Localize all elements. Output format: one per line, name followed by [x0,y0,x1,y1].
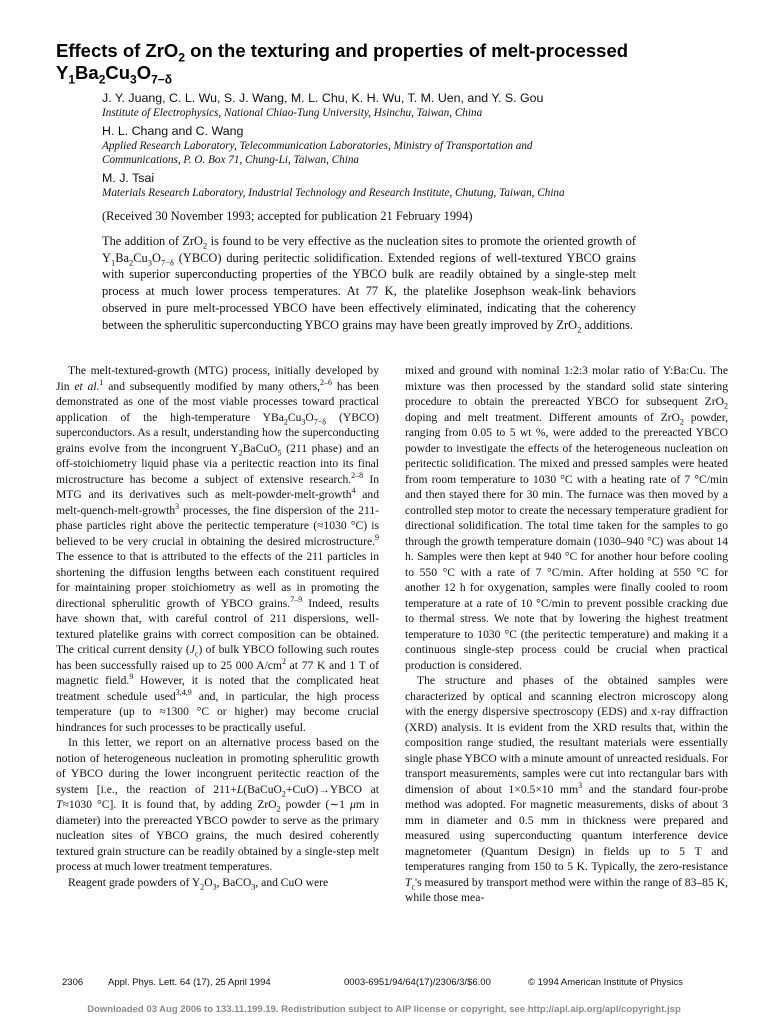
body-paragraph: The structure and phases of the obtained samples were characterized by optical and scanning electron microscopy along with the energy dispersive spectroscopy (EDS) and x-ray diffraction (XRD) analysis. It is evident from the XRD results that, within the composition range studied, the resultant materials were essentially single phase YBCO with a minute amount of unreacted residuals. For transport measurements, samples were cut into rectangular bars with dimension of about 1×0.5×10 $mm^3$ and the standard four-probe method was adopted. For magnetic measurements, disks of about 3 mm in diameter and 0.5 mm in thickness were prepared and measured using superconducting quantum interference device magnetometer (Quantum Design) in fields up to 5 T and temperatures ranging from 150 to 5 K. Typically, the zero-resistance $T_c's$ measured by transport method were within the range of 83–85 K, while those mea- [405,674,728,904]
title-subscript: 2 [178,50,186,65]
title-text: Cu [105,62,131,83]
author-affiliation: Applied Research Laboratory, Telecommunication Laboratories, Ministry of Transportation and Communications, P. O. Box 71, Chung-Li, Taiwan, China [102,140,533,166]
author-names: J. Y. Juang, C. L. Wu, S. J. Wang, M. L. Chu, K. H. Wu, T. M. Uen, and Y. S. Gou [102,91,544,105]
body-paragraph: In this letter, we report on an alternative process based on the notion of heterogeneous nucleation in promoting spherulitic growth of YBCO during the lower incongruent peritectic reaction of the system [i.e., the reaction of 211+L(BaCuO$_2$+CuO)→YBCO at T≈1030 °C]. It is found that, by adding ZrO$_2$ powder (∼1 μm in diameter) into the prereacted YBCO powder to serve as the primary nucleation sites of YBCO grains, the much desired coherently textured grain structure can be readily obtained by a single-step melt process at much lower treatment temperatures. [56,736,379,873]
author-group-1 [102,91,722,120]
author-names: M. J. Tsai [102,171,155,185]
article-title [56,40,736,87]
body-paragraph: Reagent grade powders of $Y_2O_3$, BaCO$_3$, and CuO were [68,875,329,891]
author-names: H. L. Chang and C. Wang [102,124,244,138]
title-subscript: 3 [130,72,137,87]
body-column-left [56,363,379,890]
title-subscript: 7−δ [151,72,173,87]
copyright-notice: © 1994 American Institute of Physics [528,977,683,988]
title-subscript: 1 [68,72,76,87]
article-code: 0003-6951/94/64(17)/2306/3/$6.00 [344,977,491,988]
title-text: Y [56,62,69,83]
author-affiliation: Institute of Electrophysics, National Chiao-Tung University, Hsinchu, Taiwan, China [102,107,483,119]
title-text: Ba [75,62,99,83]
download-notice: Downloaded 03 Aug 2006 to 133.11.199.19. Redistribution subject to AIP license or copyright, see http://apl.aip.org/apl/copyright.jsp [87,1004,681,1015]
title-subscript: 2 [98,72,106,87]
author-group-2 [102,124,722,167]
body-column-right [405,363,728,906]
received-dates: (Received 30 November 1993; accepted for publication 21 February 1994) [102,209,473,223]
title-text: on the texturing and properties of melt-processed [185,40,629,61]
page-number: 2306 [62,977,84,988]
author-affiliation: Materials Research Laboratory, Industrial Technology and Research Institute, Chutung, Taiwan, China [102,187,565,199]
journal-citation: Appl. Phys. Lett. 64 (17), 25 April 1994 [108,977,271,988]
body-paragraph: The melt-textured-growth (MTG) process, initially developed by Jin et al.$^1$ and subsequently modified by many others,$^{2-6}$ has been demonstrated as one of the most viable processes toward practical application of the high-temperature $YBa_2Cu_3O_{7-\delta}$ (YBCO) superconductors. As a result, understanding how the superconducting grains evolve from the incongruent $Y_2BaCuO_5$ (211 phase) and an off-stoichiometry liquid phase via a peritectic reaction into its final microstructure has become a subject of extensive research.$^{2-8}$ In MTG and its derivatives such as melt-powder-melt-growth$^4$ and melt-quench-melt-growth$^3$ processes, the fine dispersion of the 211-phase particles right above the peritectic temperature (≈1030 °C) is believed to be very crucial in obtaining the desired microstructure.$^9$ The essence to that is attributed to the effects of the 211 particles in shortening the diffusion lengths between each constituent required for maintaining proper stoichiometry as well as in promoting the directional spherulitic growth of YBCO grains.$^{7-9}$ Indeed, results have shown that, with careful control of 211 dispersions, well-textured platelike grains with correct composition can be obtained. The critical current density $(J_c)$ of bulk YBCO following such routes has been successfully raised up to 25 000 $A/cm^2$ at 77 K and 1 T of magnetic field.$^9$ However, it is noted that the complicated heat treatment schedule used$^{3,4,9}$ and, in particular, the high process temperature (up to ≈1300 °C or higher) may become crucial hindrances for such processes to be practically useful. [56,364,379,734]
abstract: The addition of ZrO$_2$ is found to be very effective as the nucleation sites to promote the oriented growth of $Y_1Ba_2Cu_3O_{7-\delta}$ (YBCO) during peritectic solidification. Extended regions of well-textured YBCO grains with superior superconducting properties of the YBCO bulk are readily obtained by a single-step melt process at much lower process temperatures. At 77 K, the platelike Josephson weak-link behaviors observed in pure melt-processed YBCO have been effectively eliminated, indicating that the coherency between the spherulitic superconducting YBCO grains may have been greatly improved by ZrO$_2$ additions. [102,234,636,334]
title-text: O [136,62,152,83]
title-text: Effects of ZrO [56,40,179,61]
body-paragraph: mixed and ground with nominal 1:2:3 molar ratio of Y:Ba:Cu. The mixture was then processed by the standard solid state sintering procedure to obtain the prereacted YBCO for subsequent ZrO$_2$ doping and melt treatment. Different amounts of ZrO$_2$ powder, ranging from 0.05 to 5 wt %, were added to the prereacted YBCO powder to investigate the effects of the heterogeneous nucleation on peritectic solidification. The mixed and pressed samples were heated from room temperature to 1030 °C with a heating rate of 7 °C/min and then stayed there for 30 min. The furnace was then moved by a controlled step motor to create the necessary temperature gradient for directional solidification. The total time taken for the samples to go through the growth temperature domain (1030–940 °C) was about 14 h. Samples were then kept at 940 °C for another hour before cooling to 550 °C with a rate of 7 °C/min. After holding at 550 °C for another 12 h for oxygenation, samples were finally cooled to room temperature at a rate of 10 °C/min to prevent possible cracking due to thermal stress. We note that by lowering the highest treatment temperature to 1030 °C (the peritectic temperature) and making it a continuous single-step process could be crucial when practical production is considered. [405,364,728,672]
author-group-3 [102,171,722,200]
